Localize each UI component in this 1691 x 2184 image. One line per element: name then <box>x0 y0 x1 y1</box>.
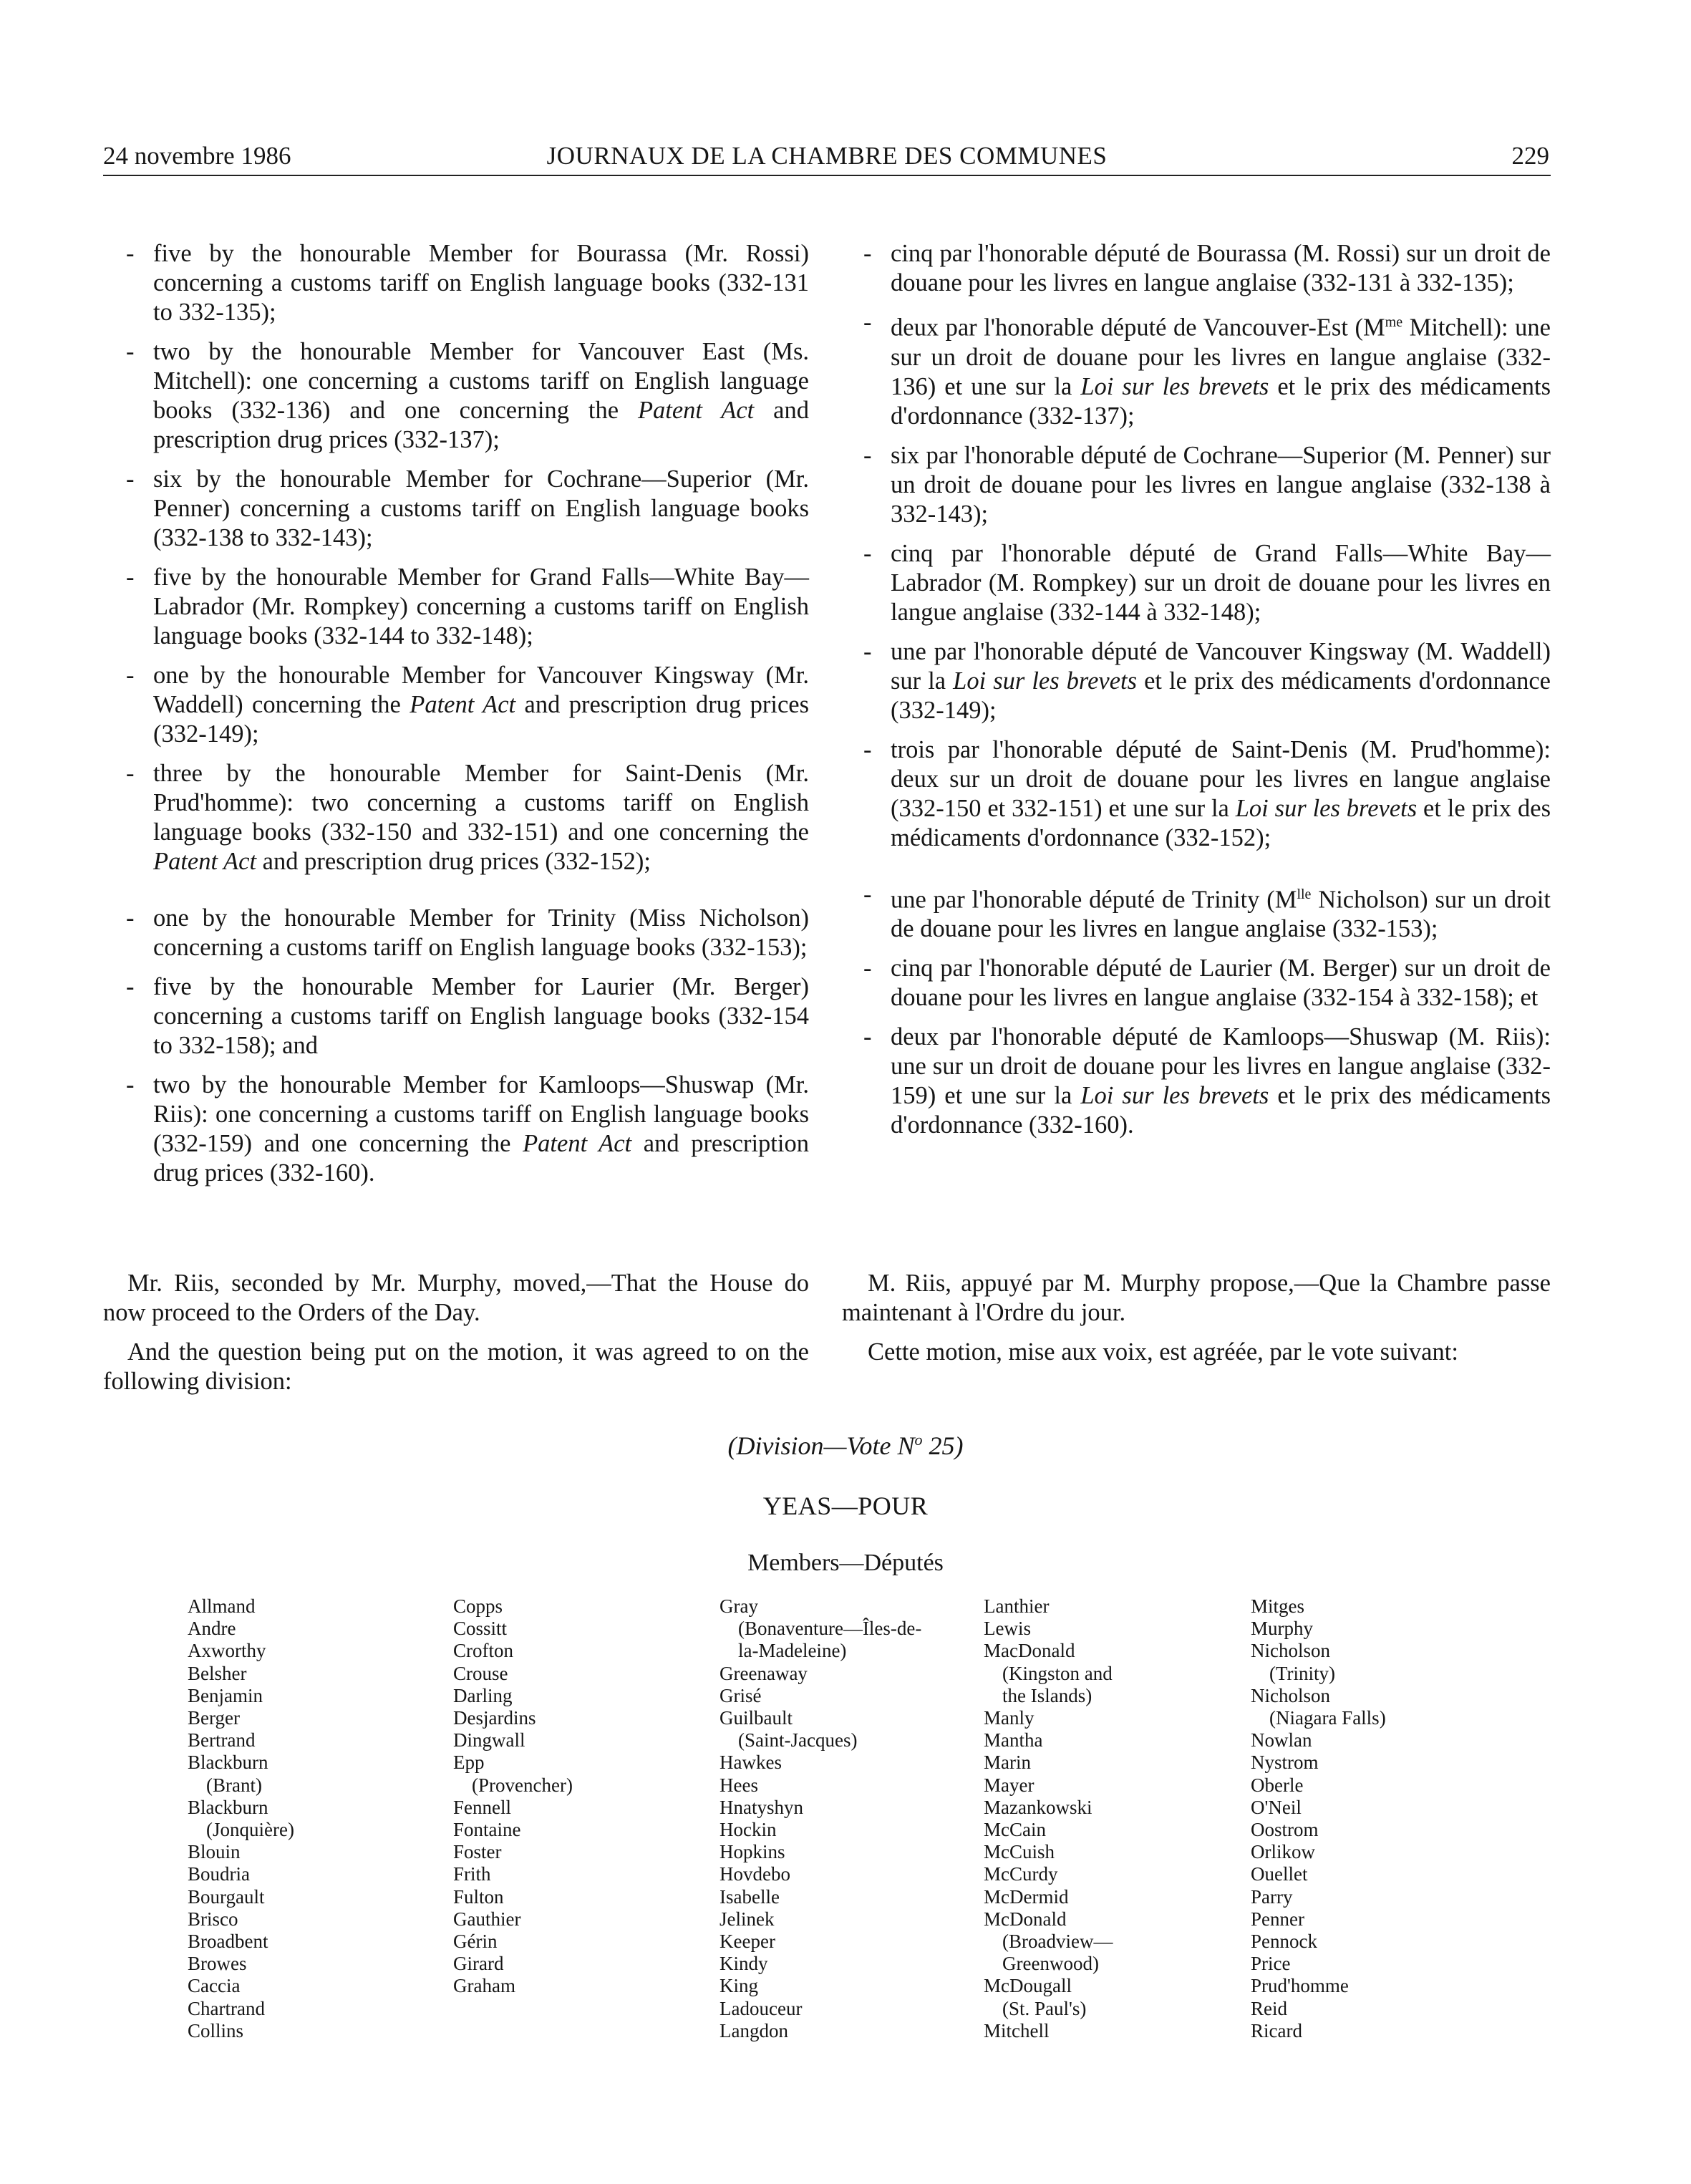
member-name: Keeper <box>719 1931 775 1953</box>
member-name: Murphy <box>1251 1618 1313 1640</box>
bullet-dash: - <box>863 880 872 908</box>
member-name: McCuish <box>984 1841 1055 1863</box>
member-name: Desjardins <box>453 1707 536 1729</box>
member-name: Lewis <box>984 1618 1031 1640</box>
member-name: Nystrom <box>1251 1751 1319 1774</box>
item-text-segment: cinq par l'honorable député de Grand Falls—White Bay—Labrador (M. Rompkey) sur un droit de douane pour les livres en langue anglaise (332-144 à 332-148); <box>891 539 1551 626</box>
member-name: McDonald <box>984 1908 1067 1930</box>
member-name: (Saint-Jacques) <box>738 1729 858 1751</box>
french-petition-item <box>863 954 1551 1013</box>
members-heading: Members—Députés <box>747 1550 944 1576</box>
english-motion-paragraph: Mr. Riis, seconded by Mr. Murphy, moved,—That the House do now proceed to the Orders of the Day. <box>103 1270 809 1326</box>
member-name: Berger <box>188 1707 240 1729</box>
member-name: Browes <box>188 1953 247 1975</box>
english-petition-item <box>126 1071 809 1188</box>
member-name: Nicholson <box>1251 1684 1330 1706</box>
member-name: Ladouceur <box>719 1997 803 2019</box>
item-text-segment: Loi sur les brevets <box>953 667 1138 695</box>
member-name: Blouin <box>188 1841 241 1863</box>
member-name: Hockin <box>719 1819 777 1841</box>
item-text-segment: cinq par l'honorable député de Laurier (M. Berger) sur un droit de douane pour les livres en langue anglaise (332-154 à 332-158); et <box>891 955 1551 1011</box>
names-column-4 <box>984 1595 1113 2042</box>
member-name: (Trinity) <box>1269 1662 1336 1684</box>
member-name: Reid <box>1251 1997 1287 2019</box>
member-name: Parry <box>1251 1885 1293 1908</box>
item-text-segment: six par l'honorable député de Cochrane—Superior (M. Penner) sur un droit de douane pour les livres en langue anglaise (332-138 à 332-143); <box>891 441 1551 528</box>
item-text-segment: one by the honourable Member for Vancouver Kingsway (Mr. Waddell) concerning the <box>153 662 809 718</box>
bullet-dash: - <box>863 240 872 267</box>
member-name: Blackburn <box>188 1751 268 1774</box>
header-date: 24 novembre 1986 <box>103 142 291 170</box>
division-number-sup: o <box>914 1431 923 1449</box>
member-name: Boudria <box>188 1863 250 1885</box>
item-text-segment: lle <box>1297 886 1312 902</box>
member-name: Langdon <box>719 2019 788 2042</box>
item-text-segment: and prescription drug prices (332-149); <box>153 691 809 748</box>
member-name: Brisco <box>188 1908 238 1930</box>
member-name: Greenaway <box>719 1662 808 1684</box>
item-text-segment: and prescription drug prices (332-152); <box>256 848 651 875</box>
bullet-dash: - <box>863 735 872 763</box>
member-name: Chartrand <box>188 1997 265 2019</box>
member-name: Graham <box>453 1975 515 1997</box>
item-text-segment: et le prix des médicaments d'ordonnance (332-149); <box>891 667 1551 724</box>
member-name: MacDonald <box>984 1640 1075 1662</box>
member-name: (Niagara Falls) <box>1269 1707 1386 1729</box>
member-name: Hopkins <box>719 1841 785 1863</box>
member-name: Crouse <box>453 1662 508 1684</box>
member-name: King <box>719 1975 758 1997</box>
member-name: Marin <box>984 1751 1031 1774</box>
item-text-segment: Patent Act <box>153 848 257 875</box>
member-name: Collins <box>188 2019 244 2042</box>
member-name: Pennock <box>1251 1931 1317 1953</box>
item-text-segment: two by the honourable Member for Kamloops—Shuswap (Mr. Riis): one concerning a customs tariff on English language books (332-159) and one concerning the <box>153 1071 809 1157</box>
division-vote-number: 25) <box>922 1431 964 1460</box>
french-question-paragraph: Cette motion, mise aux voix, est agréée, par le vote suivant: <box>868 1338 1458 1366</box>
bullet-dash: - <box>126 973 135 1000</box>
item-text-segment: Patent Act <box>637 397 755 424</box>
bullet-dash: - <box>863 637 872 665</box>
french-petition-item <box>863 637 1551 725</box>
french-petition-list <box>863 239 1551 1150</box>
member-name: Prud'homme <box>1251 1975 1349 1997</box>
member-name: Epp <box>453 1751 485 1774</box>
french-petition-item <box>863 1023 1551 1140</box>
item-text-segment: six by the honourable Member for Cochrane—Superior (Mr. Penner) concerning a customs tariff on English language books (332-138 to 332-143); <box>153 465 809 551</box>
item-text-segment: Patent Act <box>410 691 516 718</box>
member-name: (St. Paul's) <box>1002 1997 1087 2019</box>
english-question-paragraph: And the question being put on the motion, it was agreed to on the following division: <box>103 1338 809 1395</box>
member-name: Crofton <box>453 1640 513 1662</box>
item-text-segment: trois par l'honorable député de Saint-Denis (M. Prud'homme): deux sur un droit de douane pour les livres en langue anglaise (332-150 et 332-151) et une sur la <box>891 735 1551 822</box>
member-name: Hnatyshyn <box>719 1796 803 1818</box>
division-heading <box>0 1431 1691 1461</box>
member-name: Mitchell <box>984 2019 1050 2042</box>
bullet-dash: - <box>126 564 135 591</box>
member-name: Caccia <box>188 1975 241 1997</box>
french-petition-item <box>863 239 1551 298</box>
member-name: Oberle <box>1251 1774 1304 1796</box>
member-name: Kindy <box>719 1953 768 1975</box>
item-text-segment: une par l'honorable député de Trinity (M <box>891 886 1297 913</box>
member-name: Grisé <box>719 1684 762 1706</box>
item-text-segment: Patent Act <box>523 1130 632 1157</box>
member-name: Price <box>1251 1953 1291 1975</box>
member-name: (Bonaventure—Îles-de- <box>738 1618 922 1640</box>
member-name: Fennell <box>453 1796 511 1818</box>
member-name: (Jonquière) <box>206 1819 294 1841</box>
english-petition-item <box>126 337 809 455</box>
member-name: Benjamin <box>188 1684 263 1706</box>
french-motion-paragraph: M. Riis, appuyé par M. Murphy propose,—Que la Chambre passe maintenant à l'Ordre du jour. <box>842 1270 1551 1326</box>
member-name: Gray <box>719 1595 758 1617</box>
member-name: Nowlan <box>1251 1729 1312 1751</box>
member-name: Fulton <box>453 1885 504 1908</box>
member-name: McDermid <box>984 1885 1069 1908</box>
member-name: Blackburn <box>188 1796 268 1818</box>
bullet-dash: - <box>863 539 872 567</box>
page-header <box>103 142 1551 176</box>
member-name: Isabelle <box>719 1885 780 1908</box>
member-name: Orlikow <box>1251 1841 1315 1863</box>
member-name: Oostrom <box>1251 1819 1319 1841</box>
member-name: Frith <box>453 1863 491 1885</box>
member-name: Mantha <box>984 1729 1043 1751</box>
member-name: Axworthy <box>188 1640 266 1662</box>
item-text-segment: five by the honourable Member for Grand Falls—White Bay—Labrador (Mr. Rompkey) concerning a customs tariff on English language books (332-144 to 332-148); <box>153 564 809 649</box>
member-name: Ricard <box>1251 2019 1302 2042</box>
item-text-segment: and prescription drug prices (332-160). <box>153 1130 809 1187</box>
member-name: (Provencher) <box>472 1774 573 1796</box>
member-name: O'Neil <box>1251 1796 1302 1818</box>
names-column-5 <box>1251 1595 1386 2042</box>
french-petition-item <box>863 539 1551 627</box>
item-text-segment: et le prix des médicaments d'ordonnance (332-160). <box>891 1082 1551 1139</box>
names-column-1 <box>188 1595 294 2042</box>
item-text-segment: Loi sur les brevets <box>1080 1082 1269 1109</box>
item-text-segment: et le prix des médicaments d'ordonnance (332-152); <box>891 794 1551 851</box>
item-text-segment: and prescription drug prices (332-137); <box>153 397 809 453</box>
french-petition-item <box>863 441 1551 529</box>
member-name: Hees <box>719 1774 758 1796</box>
member-name: Dingwall <box>453 1729 525 1751</box>
member-name: Greenwood) <box>1002 1953 1099 1975</box>
member-name: the Islands) <box>1002 1684 1092 1706</box>
member-name: Mayer <box>984 1774 1035 1796</box>
member-name: (Broadview— <box>1002 1931 1113 1953</box>
item-text-segment: une par l'honorable député de Vancouver Kingsway (M. Waddell) sur la <box>891 637 1551 695</box>
member-name: Foster <box>453 1841 502 1863</box>
member-name: Jelinek <box>719 1908 775 1930</box>
english-petition-item <box>126 563 809 651</box>
french-petition-item <box>863 735 1551 853</box>
member-name: Ouellet <box>1251 1863 1308 1885</box>
member-name: Penner <box>1251 1908 1304 1930</box>
english-petition-list <box>126 239 809 1198</box>
bullet-dash: - <box>126 338 135 365</box>
english-petition-item <box>126 904 809 962</box>
names-column-2 <box>453 1595 573 1998</box>
member-name: la-Madeleine) <box>738 1640 847 1662</box>
member-name: Manly <box>984 1707 1035 1729</box>
item-text-segment: three by the honourable Member for Saint-Denis (Mr. Prud'homme): two concerning a customs tariff on English language books (332-150 and 332-151) and one concerning the <box>153 760 809 846</box>
member-name: Fontaine <box>453 1819 521 1841</box>
member-name: Andre <box>188 1618 236 1640</box>
bullet-dash: - <box>863 1023 872 1050</box>
item-text-segment: me <box>1385 314 1403 330</box>
member-name: Cossitt <box>453 1618 508 1640</box>
bullet-dash: - <box>126 662 135 689</box>
english-petition-item <box>126 972 809 1060</box>
member-name: Allmand <box>188 1595 256 1617</box>
member-name: Gérin <box>453 1931 498 1953</box>
item-text-segment: five by the honourable Member for Laurier (Mr. Berger) concerning a customs tariff on English language books (332-154 to 332-158); and <box>153 973 809 1059</box>
bullet-dash: - <box>126 240 135 267</box>
item-text-segment: deux par l'honorable député de Kamloops—Shuswap (M. Riis): une sur un droit de douane pour les livres en langue anglaise (332-159) et une sur la <box>891 1023 1551 1109</box>
member-name: Hawkes <box>719 1751 782 1774</box>
member-name: Mazankowski <box>984 1796 1092 1818</box>
member-name: (Kingston and <box>1002 1662 1113 1684</box>
french-petition-item <box>863 308 1551 431</box>
bullet-dash: - <box>126 904 135 932</box>
member-name: Guilbault <box>719 1707 793 1729</box>
division-label: (Division—Vote N <box>727 1431 915 1460</box>
bullet-dash: - <box>863 955 872 982</box>
names-column-3 <box>719 1595 921 2042</box>
member-name: Broadbent <box>188 1931 268 1953</box>
member-name: Girard <box>453 1953 504 1975</box>
member-name: McCurdy <box>984 1863 1058 1885</box>
member-name: Bourgault <box>188 1885 265 1908</box>
item-text-segment: Nicholson) sur un droit de douane pour les livres en langue anglaise (332-153); <box>891 886 1551 942</box>
english-petition-item <box>126 465 809 553</box>
english-petition-item <box>126 239 809 327</box>
member-name: Darling <box>453 1684 513 1706</box>
item-text-segment: Mitchell): une sur un droit de douane pour les livres en langue anglaise (332-136) et une sur la <box>891 314 1551 400</box>
item-text-segment: five by the honourable Member for Bourassa (Mr. Rossi) concerning a customs tariff on English language books (332-131 to 332-135); <box>153 240 809 326</box>
member-name: Bertrand <box>188 1729 256 1751</box>
item-text-segment: two by the honourable Member for Vancouver East (Ms. Mitchell): one concerning a customs tariff on English language books (332-136) and one concerning the <box>153 338 809 424</box>
page-number: 229 <box>1511 142 1549 170</box>
yeas-heading: YEAS—POUR <box>762 1492 929 1520</box>
bullet-dash: - <box>126 1071 135 1098</box>
member-name: Hovdebo <box>719 1863 790 1885</box>
member-name: McDougall <box>984 1975 1072 1997</box>
journal-title: JOURNAUX DE LA CHAMBRE DES COMMUNES <box>546 142 1108 170</box>
member-name: Gauthier <box>453 1908 521 1930</box>
member-name: Copps <box>453 1595 503 1617</box>
item-text-segment: one by the honourable Member for Trinity (Miss Nicholson) concerning a customs tariff on English language books (332-153); <box>153 904 809 961</box>
member-name: (Brant) <box>206 1774 262 1796</box>
item-text-segment: cinq par l'honorable député de Bourassa (M. Rossi) sur un droit de douane pour les livres en langue anglaise (332-131 à 332-135); <box>891 240 1551 296</box>
english-petition-item <box>126 759 809 876</box>
member-name: McCain <box>984 1819 1046 1841</box>
member-name: Belsher <box>188 1662 247 1684</box>
english-petition-item <box>126 661 809 749</box>
item-text-segment: et le prix des médicaments d'ordonnance (332-137); <box>891 372 1551 430</box>
member-name: Mitges <box>1251 1595 1305 1617</box>
bullet-dash: - <box>863 441 872 469</box>
bullet-dash: - <box>863 309 872 336</box>
member-name: Lanthier <box>984 1595 1050 1617</box>
bullet-dash: - <box>126 465 135 493</box>
item-text-segment: deux par l'honorable député de Vancouver-Est (M <box>891 314 1385 342</box>
item-text-segment: Loi sur les brevets <box>1235 794 1418 822</box>
member-name: Nicholson <box>1251 1640 1330 1662</box>
bullet-dash: - <box>126 760 135 787</box>
french-petition-item <box>863 880 1551 944</box>
item-text-segment: Loi sur les brevets <box>1080 372 1269 400</box>
